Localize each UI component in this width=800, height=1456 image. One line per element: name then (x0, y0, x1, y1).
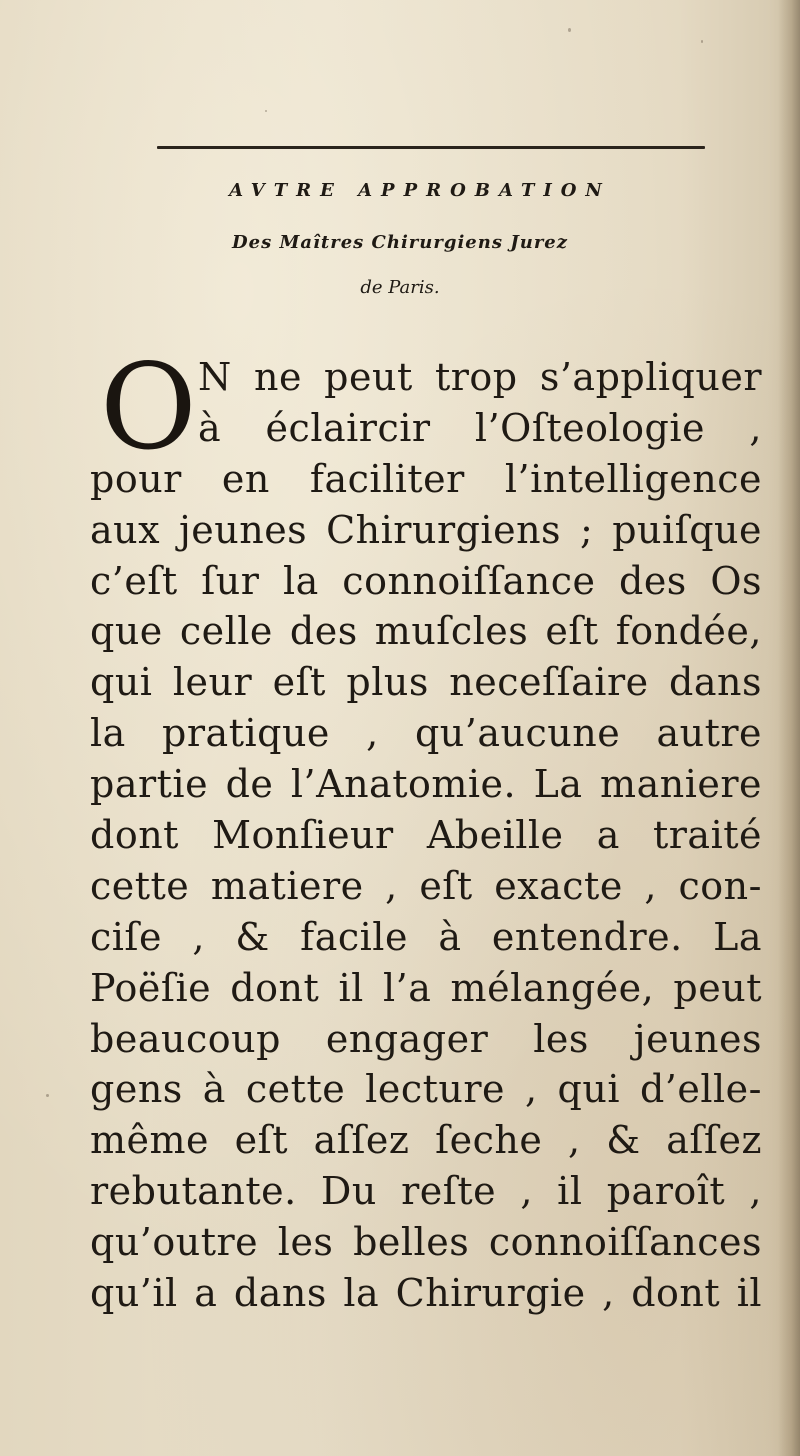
text-line: que celle des muſcles eſt fondée, (90, 609, 762, 654)
text-line: à éclaircir l’Oſteologie , (198, 405, 762, 450)
text-line: même eſt aſſez ſeche , & aſſez (90, 1118, 762, 1163)
text-line: partie de l’Anatomie. La maniere (90, 762, 762, 807)
paper-speck (46, 1094, 49, 1097)
approbation-title: AVTRE APPROBATION (229, 180, 611, 201)
text-line: la pratique , qu’aucune autre (90, 711, 762, 756)
text-line: pour en faciliter l’intelligence (90, 456, 762, 501)
text-line: dont Monſieur Abeille a traité (90, 813, 762, 858)
drop-cap: O (100, 338, 197, 476)
text-line: Poëſie dont il l’a mélangée, peut (90, 965, 762, 1010)
body-text (90, 352, 762, 1319)
approbation-subtitle: Des Maîtres Chirurgiens Jurez (232, 232, 568, 253)
header-rule (157, 146, 705, 149)
text-line: cette matiere , eſt exacte , con- (90, 863, 762, 908)
text-line: beaucoup engager les jeunes (90, 1016, 762, 1061)
text-line: gens à cette lecture , qui d’elle- (90, 1067, 762, 1112)
paper-speck (265, 110, 267, 112)
text-line: qu’il a dans la Chirurgie , dont il (90, 1271, 762, 1316)
approbation-subtitle-place: de Paris. (360, 277, 440, 298)
text-line: ciſe , & facile à entendre. La (90, 914, 762, 959)
text-line: qu’outre les belles connoiſſances (90, 1220, 762, 1265)
paper-speck (701, 40, 703, 43)
text-line: N ne peut trop s’appliquer (198, 355, 762, 399)
text-line: aux jeunes Chirurgiens ; puiſque (90, 507, 762, 552)
text-line: rebutante. Du reſte , il paroît , (90, 1169, 762, 1214)
text-line: qui leur eſt plus neceſſaire dans (90, 660, 762, 705)
page-edge-shadow (778, 0, 800, 1456)
text-line: c’eſt ſur la connoiſſance des Os (90, 558, 762, 603)
paper-speck (568, 28, 571, 32)
